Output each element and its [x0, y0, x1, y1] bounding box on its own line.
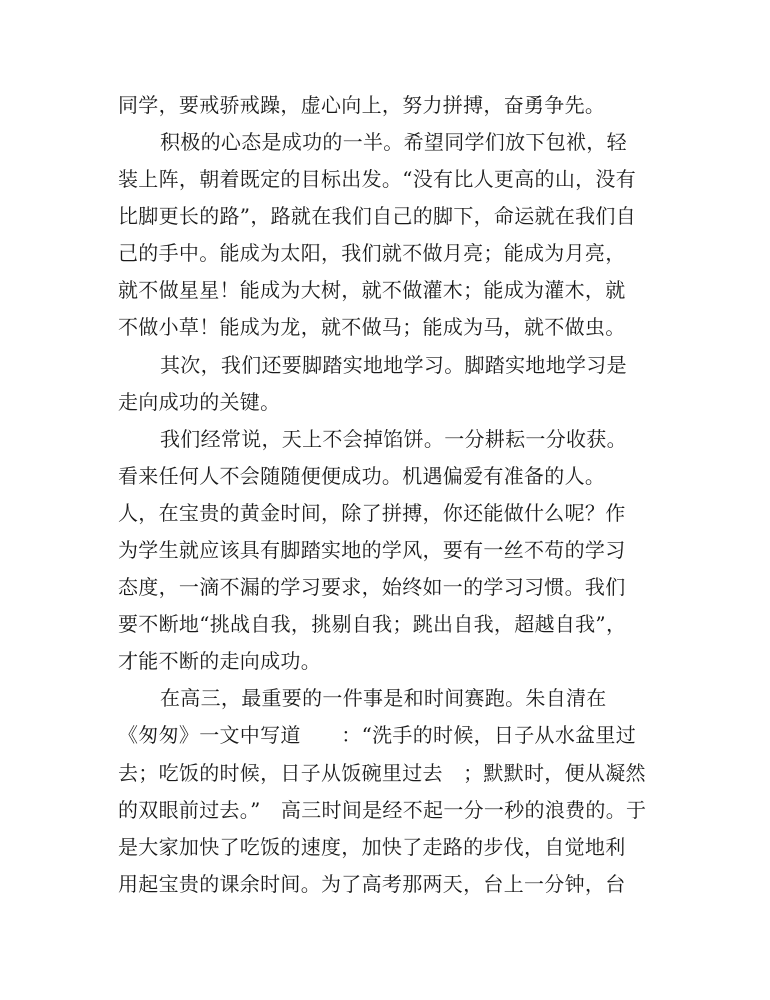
- paragraph-first-line: 其次，我们还要脚踏实地地学习。脚踏实地地学习是: [160, 353, 627, 377]
- text-line: 己的手中。能成为太阳，我们就不做月亮；能成为月亮，: [118, 241, 626, 265]
- text-line: 装上阵，朝着既定的目标出发。“没有比人更高的山，没有: [118, 167, 637, 191]
- text-line: 才能不断的走向成功。: [118, 649, 321, 673]
- paragraph-first-line: 我们经常说，天上不会掉馅饼。一分耕耘一分收获。: [160, 427, 627, 451]
- text-line: 用起宝贵的课余时间。为了高考那两天，台上一分钟，台: [118, 872, 626, 896]
- text-line: 比脚更长的路”，路就在我们自己的脚下，命运就在我们自: [118, 204, 637, 228]
- text-line: 不做小草！能成为龙，就不做马；能成为马，就不做虫。: [118, 315, 626, 339]
- text-line: 去；吃饭的时候，日子从饭碗里过去 ；默默时，便从凝然: [118, 761, 646, 785]
- text-line: 看来任何人不会随随便便成功。机遇偏爱有准备的人。: [118, 464, 606, 488]
- text-line: 就不做星星！能成为大树，就不做灌木；能成为灌木，就: [118, 278, 626, 302]
- paragraph-first-line: 在高三，最重要的一件事是和时间赛跑。朱自清在: [160, 686, 607, 710]
- text-line: 的双眼前过去。” 高三时间是经不起一分一秒的浪费的。于: [118, 798, 647, 822]
- text-line: 态度，一滴不漏的学习要求，始终如一的学习习惯。我们: [118, 575, 626, 599]
- text-line: 走向成功的关键。: [118, 390, 281, 414]
- paragraph-first-line: 积极的心态是成功的一半。希望同学们放下包袱，轻: [160, 130, 627, 154]
- text-line: 为学生就应该具有脚踏实地的学风，要有一丝不苟的学习: [118, 538, 626, 562]
- text-line: 人，在宝贵的黄金时间，除了拼搏，你还能做什么呢？作: [118, 501, 626, 525]
- text-line: 要不断地“挑战自我，挑剔自我；跳出自我，超越自我”，: [118, 612, 627, 636]
- text-line: 同学，要戒骄戒躁，虚心向上，努力拼搏，奋勇争先。: [118, 93, 606, 117]
- text-line: 《匆匆》一文中写道 ：“洗手的时候，日子从水盆里过: [118, 723, 637, 747]
- text-line: 是大家加快了吃饭的速度，加快了走路的步伐，自觉地利: [118, 835, 626, 859]
